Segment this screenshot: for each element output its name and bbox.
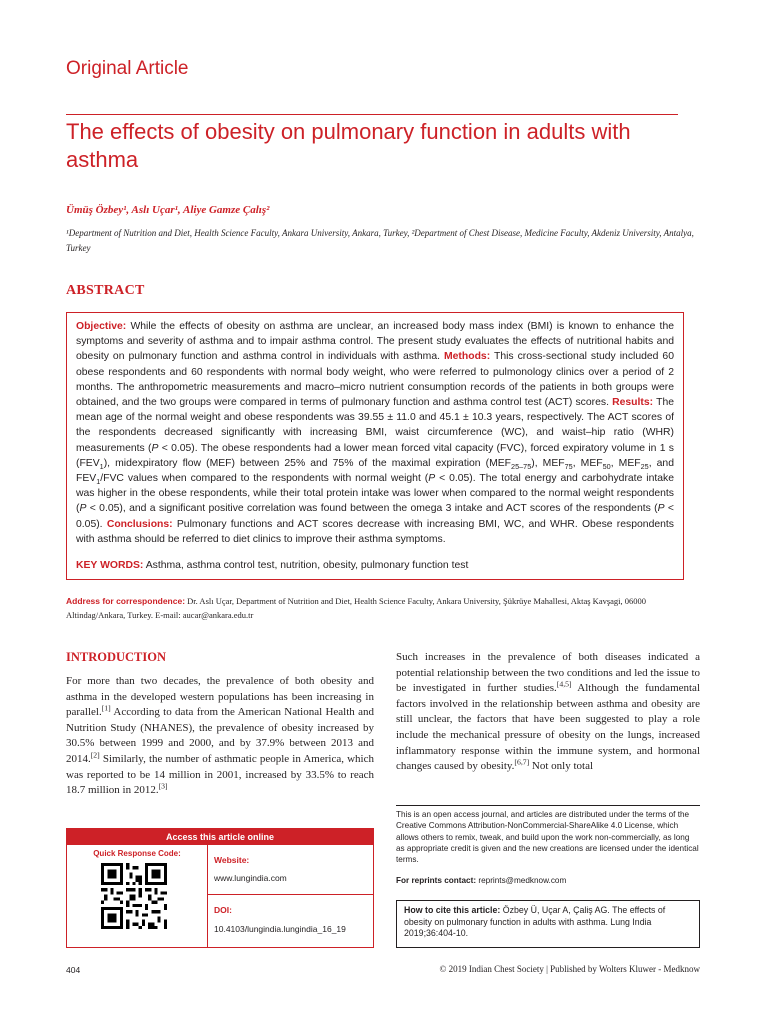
results-text: ), midexpiratory flow (MEF) between 25% and 75% of the maximal expiration (MEF <box>103 457 512 469</box>
results-text: < 0.05). <box>76 503 674 530</box>
citation-ref[interactable]: [2] <box>90 750 100 760</box>
website-label: Website: <box>214 855 250 865</box>
article-title: The effects of obesity on pulmonary function in adults with asthma <box>66 119 631 172</box>
subscript: 25 <box>640 461 649 471</box>
results-text: /FVC values when compared to the respondents with normal weight ( <box>100 473 429 485</box>
doi-link[interactable]: 10.4103/lungindia.lungindia_16_19 <box>214 924 346 934</box>
citation-ref[interactable]: [4,5] <box>556 679 572 689</box>
section-label: Original Article <box>66 58 189 79</box>
introduction-paragraph <box>66 674 374 799</box>
author-affiliations: ¹Department of Nutrition and Diet, Health Science Faculty, Ankara University, Ankara, Turkey, ²Department of Chest Disease, Medicine Faculty, Akdeniz University, Antalya, Turkey <box>66 228 694 253</box>
citation-ref[interactable]: [3] <box>158 781 168 791</box>
keywords-label: KEY WORDS: <box>76 560 144 572</box>
paragraph-text: Not only total <box>529 760 594 773</box>
introduction-heading: INTRODUCTION <box>66 650 167 664</box>
results-text: , MEF <box>610 457 641 469</box>
results-text: , MEF <box>572 457 603 469</box>
p-symbol: P <box>657 503 665 515</box>
right-column-paragraph <box>396 650 700 775</box>
correspondence-note <box>66 594 686 622</box>
access-box-header: Access this article online <box>67 829 373 845</box>
subscript: 1 <box>96 477 101 487</box>
license-divider <box>396 805 700 806</box>
paragraph-text: Although the fundamental factors involved in the relationship between asthma and obesity are still unclear, the factors that have been suggested to play a role include the mechanical pressure of obesity on the lungs, increased inflammatory response within the immune system, and hormonal changes caused by obesity. <box>396 682 700 773</box>
license-note: This is an open access journal, and articles are distributed under the terms of the Creative Commons Attribution-NonCommercial-ShareAlike 4.0 License, which allows others to remix, tweak, and build upon the work non-commercially, as long as appropriate credit is given and the new creations are licensed under the identical terms. <box>396 810 699 865</box>
qr-label: Quick Response Code: <box>93 849 181 858</box>
subscript: 1 <box>99 461 104 471</box>
results-text: , and FEV <box>76 457 674 485</box>
website-link[interactable]: www.lungindia.com <box>214 873 287 883</box>
objective-label: Objective: <box>76 321 127 332</box>
correspondence-label: Address for correspondence: <box>66 596 186 606</box>
author-list: Ümüş Özbey¹, Aslı Uçar¹, Aliye Gamze Çalış² <box>66 204 270 216</box>
citation-ref[interactable]: [1] <box>101 703 111 713</box>
abstract-body <box>76 319 674 547</box>
access-article-box <box>66 828 374 948</box>
results-text: The mean age of the normal weight and obese respondents was 39.55 ± 11.0 and 45.1 ± 10.3 years, respectively. The ACT scores of the respondents decreased significantly with increasing BMI, waist circumference (WC), and waist–hip ratio (WHR) measurements ( <box>76 397 674 454</box>
results-text: < 0.05). The obese respondents had a lower mean forced vital capacity (FVC), forced expiratory volume in 1 s (FEV <box>76 442 674 469</box>
results-text: < 0.05). The total energy and carbohydrate intake was higher in the obese respondents, while their total protein intake was lower when compared to the normal weight respondents ( <box>76 473 674 515</box>
citation-ref[interactable]: [6,7] <box>514 757 530 767</box>
paragraph-text: According to data from the American National Health and Nutrition Study (NHANES), the prevalence of obesity increased by 30.5% between 1999 and 2000, and by 37.9% between 2013 and 2014. <box>66 706 374 765</box>
qr-cell <box>67 845 208 947</box>
publisher-footer: © 2019 Indian Chest Society | Published by Wolters Kluwer - Medknow <box>439 964 700 974</box>
methods-text: This cross-sectional study included 60 obese respondents and 60 respondents with normal body weight, who were referred to pulmonology clinics over a period of 2 months. The anthropometric measurements and macro–micro nutrient consumption records of the patients in both groups were obtained, and the two groups were compared in terms of pulmonary function and asthma control test (ACT) scores. <box>76 351 674 409</box>
cite-text: Özbey Ü, Uçar A, Çaliş AG. The effects of obesity on pulmonary function in adults with asthma. Lung India 2019;36:404-10. <box>404 905 666 938</box>
p-symbol: P <box>428 473 436 485</box>
results-text: ), MEF <box>531 457 565 469</box>
results-label: Results: <box>612 397 654 409</box>
reprints-email[interactable]: reprints@medknow.com <box>478 876 567 885</box>
subscript: 25–75 <box>511 461 532 471</box>
subscript: 75 <box>564 461 573 471</box>
objective-text: While the effects of obesity on asthma are unclear, an increased body mass index (BMI) is known to enhance the symptoms and severity of asthma and to impair asthma control. The present study evaluates the effects of nutritional habits and obesity on pulmonary function and asthma control in individuals with asthma. <box>76 321 675 363</box>
website-cell <box>207 845 373 895</box>
keywords-line <box>76 558 674 573</box>
reprints-label: For reprints contact: <box>396 876 477 885</box>
left-column <box>66 650 374 799</box>
cite-box <box>396 900 700 948</box>
doi-label: DOI: <box>214 905 232 915</box>
conclusions-label: Conclusions: <box>106 518 173 530</box>
cite-label: How to cite this article: <box>404 905 501 915</box>
p-symbol: P <box>151 442 159 454</box>
correspondence-text: Dr. Aslı Uçar, Department of Nutrition and Diet, Health Science Faculty, Ankara University, Şükrüye Mahallesi, Aktaş Kavşagi, 06000 Altindag/Ankara, Turkey. E-mail: aucar@ankara.edu.tr <box>66 596 647 620</box>
paragraph-text: Such increases in the prevalence of both diseases indicated a potential relationship between the two conditions and led the issue to be investigated in further studies. <box>396 651 700 695</box>
doi-cell <box>207 895 373 947</box>
results-text: < 0.05), and a significant positive correlation was found between the omega 3 intake and ACT scores of the respondents ( <box>86 503 658 515</box>
keywords-text: Asthma, asthma control test, nutrition, obesity, pulmonary function test <box>145 560 469 572</box>
conclusions-text: Pulmonary functions and ACT scores decrease with increasing BMI, WC, and WHR. Obese respondents with asthma should be referred to diet clinics to improve their asthma symptoms. <box>76 518 674 545</box>
abstract-box <box>66 312 684 580</box>
paragraph-text: For more than two decades, the prevalence of both obesity and asthma in the developed western populations has been increasing in parallel. <box>66 675 374 719</box>
subscript: 50 <box>602 461 611 471</box>
qr-code-icon[interactable] <box>101 863 167 929</box>
methods-label: Methods: <box>443 351 491 363</box>
abstract-heading: ABSTRACT <box>66 283 145 298</box>
page-number: 404 <box>66 965 81 975</box>
section-divider <box>66 114 678 115</box>
p-symbol: P <box>79 503 87 515</box>
reprints-note <box>396 876 566 885</box>
paragraph-text: Similarly, the number of asthmatic people in America, which was reported to be 14 million in 2001, increased by 33.5% to reach 18.7 million in 2012. <box>66 752 374 797</box>
